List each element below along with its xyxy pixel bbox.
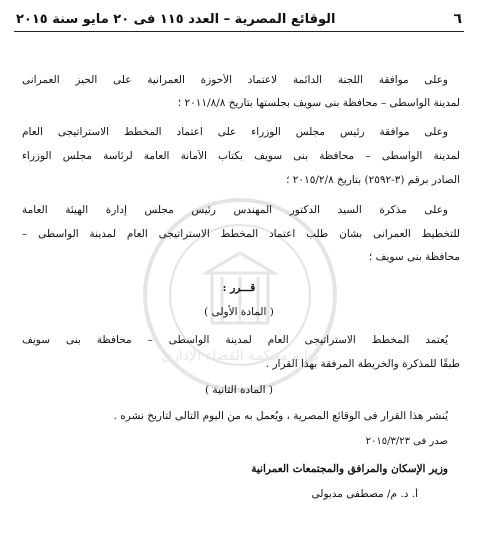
paragraph-2-line-2: لمدينة الواسطى – محافظة بنى سويف بكتاب الأمانة العامة لرئاسة مجلس الوزراء [22,150,460,162]
paragraph-2-line-1: وعلى موافقة رئيس مجلس الوزراء على اعتماد المخطط الاستراتيجى العام [22,126,448,138]
article-1-line-1: يُعتمد المخطط الاستراتيجى العام لمدينة الواسطى – محافظة بنى سويف [22,334,448,346]
header-divider [14,31,464,32]
issued-date: صدر فى ٢٠١٥/٣/٢٣ [365,436,448,447]
svg-text:بوابة محكمة القضاء الإدارى: بوابة محكمة القضاء الإدارى [161,348,319,364]
paragraph-3-line-2: للتخطيط العمرانى بشأن طلب اعتماد المخطط الاستراتيجى العام لمدينة الواسطى – [22,228,460,240]
article-2-line-1: يُنشر هذا القرار فى الوقائع المصرية ، ويُعمل به من اليوم التالى لتاريخ نشره . [113,410,448,422]
minister-name: أ. د. م/ مصطفى مدبولى [311,488,418,500]
article-2-title: ( المادة الثانية ) [205,384,273,396]
article-1-line-2: طبقًا للمذكرة والخريطة المرفقة بهذا القرار . [265,358,460,370]
page-header [16,8,462,30]
publication-line: الوقائع المصرية – العدد ١١٥ فى ٢٠ مايو سنة ٢٠١٥ [16,11,336,27]
paragraph-3-line-1: وعلى مذكرة السيد الدكتور المهندس رئيس مجلس إدارة الهيئة العامة [22,204,448,216]
minister-title: وزير الإسكان والمرافق والمجتمعات العمرانية [251,463,448,475]
article-1-title: ( المادة الأولى ) [204,306,274,318]
paragraph-1-line-2: لمدينة الواسطى – محافظة بنى سويف بجلستها بتاريخ ٢٠١١/٨/٨ ؛ [177,97,460,109]
decided-heading: قـــرر : [222,282,256,294]
paragraph-3-line-3: محافظة بنى سويف ؛ [368,251,460,263]
paragraph-2-line-3: الصادر برقم (٣-٢٥٩٢) بتاريخ ٢٠١٥/٢/٨ ؛ [286,174,460,186]
paragraph-1-line-1: وعلى موافقة اللجنة الدائمة لاعتماد الأحوزة العمرانية على الحيز العمرانى [22,74,448,86]
page-number: ٦ [453,11,462,27]
